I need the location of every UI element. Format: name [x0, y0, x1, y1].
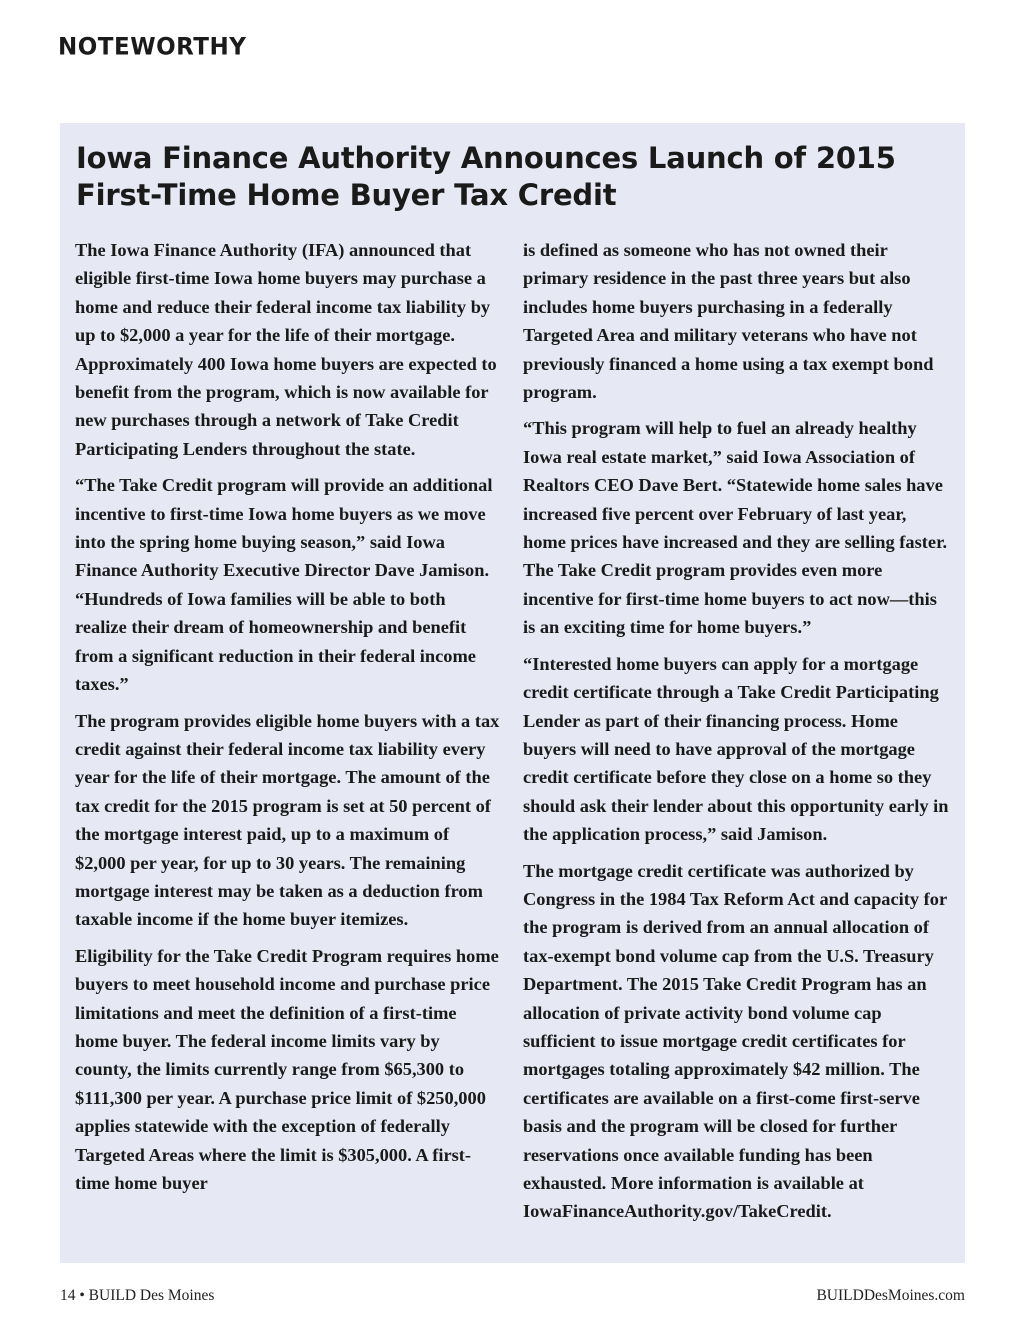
- headline-line-2: First-Time Home Buyer Tax Credit: [76, 178, 617, 212]
- paragraph: “The Take Credit program will provide an additional incentive to first-time Iowa home buyers as we move into the spring home buying season,” said Iowa Finance Authority Executive Director Dave Jamison. “Hundreds of Iowa families will be able to both realize their dream of homeownership and benefit from a significant reduction in their federal income taxes.”: [75, 475, 493, 695]
- section-label: NOTEWORTHY: [58, 33, 247, 61]
- paragraph: “This program will help to fuel an already healthy Iowa real estate market,” said Iowa Association of Realtors CEO Dave Bert. “Statewide home sales have increased five percent over February of last year, home prices have increased and they are selling faster. The Take Credit program provides even more incentive for first-time home buyers to act now—this is an exciting time for home buyers.”: [523, 418, 948, 638]
- article-headline: [76, 140, 936, 214]
- paragraph: The mortgage credit certificate was authorized by Congress in the 1984 Tax Reform Act and capacity for the program is derived from an annual allocation of tax-exempt bond volume cap from the U.S. Treasury Department. The 2015 Take Credit Program has an allocation of private activity bond volume cap sufficient to issue mortgage credit certificates for mortgages totaling approximately $42 million. The certificates are available on a first-come first-serve basis and the program will be closed for further reservations once available funding has been exhausted. More information is available at IowaFinanceAuthority.gov/TakeCredit.: [523, 860, 947, 1222]
- paragraph: The Iowa Finance Authority (IFA) announced that eligible first-time Iowa home buyers may purchase a home and reduce their federal income tax liability by up to $2,000 a year for the life of their mortgage. Approximately 400 Iowa home buyers are expected to benefit from the program, which is now available for new purchases through a network of Take Credit Participating Lenders throughout the state.: [75, 240, 497, 459]
- paragraph: The program provides eligible home buyers with a tax credit against their federal income tax liability every year for the life of their mortgage. The amount of the tax credit for the 2015 program is set at 50 percent of the mortgage interest paid, up to a maximum of $2,000 per year, for up to 30 years. The remaining mortgage interest may be taken as a deduction from taxable income if the home buyer itemizes.: [75, 710, 500, 930]
- article-left-column: [75, 236, 500, 1205]
- footer-website: BUILDDesMoines.com: [816, 1287, 965, 1304]
- headline-line-1: Iowa Finance Authority Announces Launch of 2015: [76, 141, 896, 175]
- paragraph: Eligibility for the Take Credit Program requires home buyers to meet household income and purchase price limitations and meet the definition of a first-time home buyer. The federal income limits vary by county, the limits currently range from $65,300 to $111,300 per year. A purchase price limit of $250,000 applies statewide with the exception of federally Targeted Areas where the limit is $305,000. A first-time home buyer: [75, 945, 499, 1193]
- footer-page-info: 14 • BUILD Des Moines: [60, 1287, 215, 1304]
- paragraph: is defined as someone who has not owned their primary residence in the past three years but also includes home buyers purchasing in a federally Targeted Area and military veterans who have not previously financed a home using a tax exempt bond program.: [523, 240, 934, 403]
- article-right-column: [523, 236, 951, 1234]
- paragraph: “Interested home buyers can apply for a mortgage credit certificate through a Take Credit Participating Lender as part of their financing process. Home buyers will need to have approval of the mortgage credit certificate before they close on a home so they should ask their lender about this opportunity early in the application process,” said Jamison.: [523, 653, 949, 845]
